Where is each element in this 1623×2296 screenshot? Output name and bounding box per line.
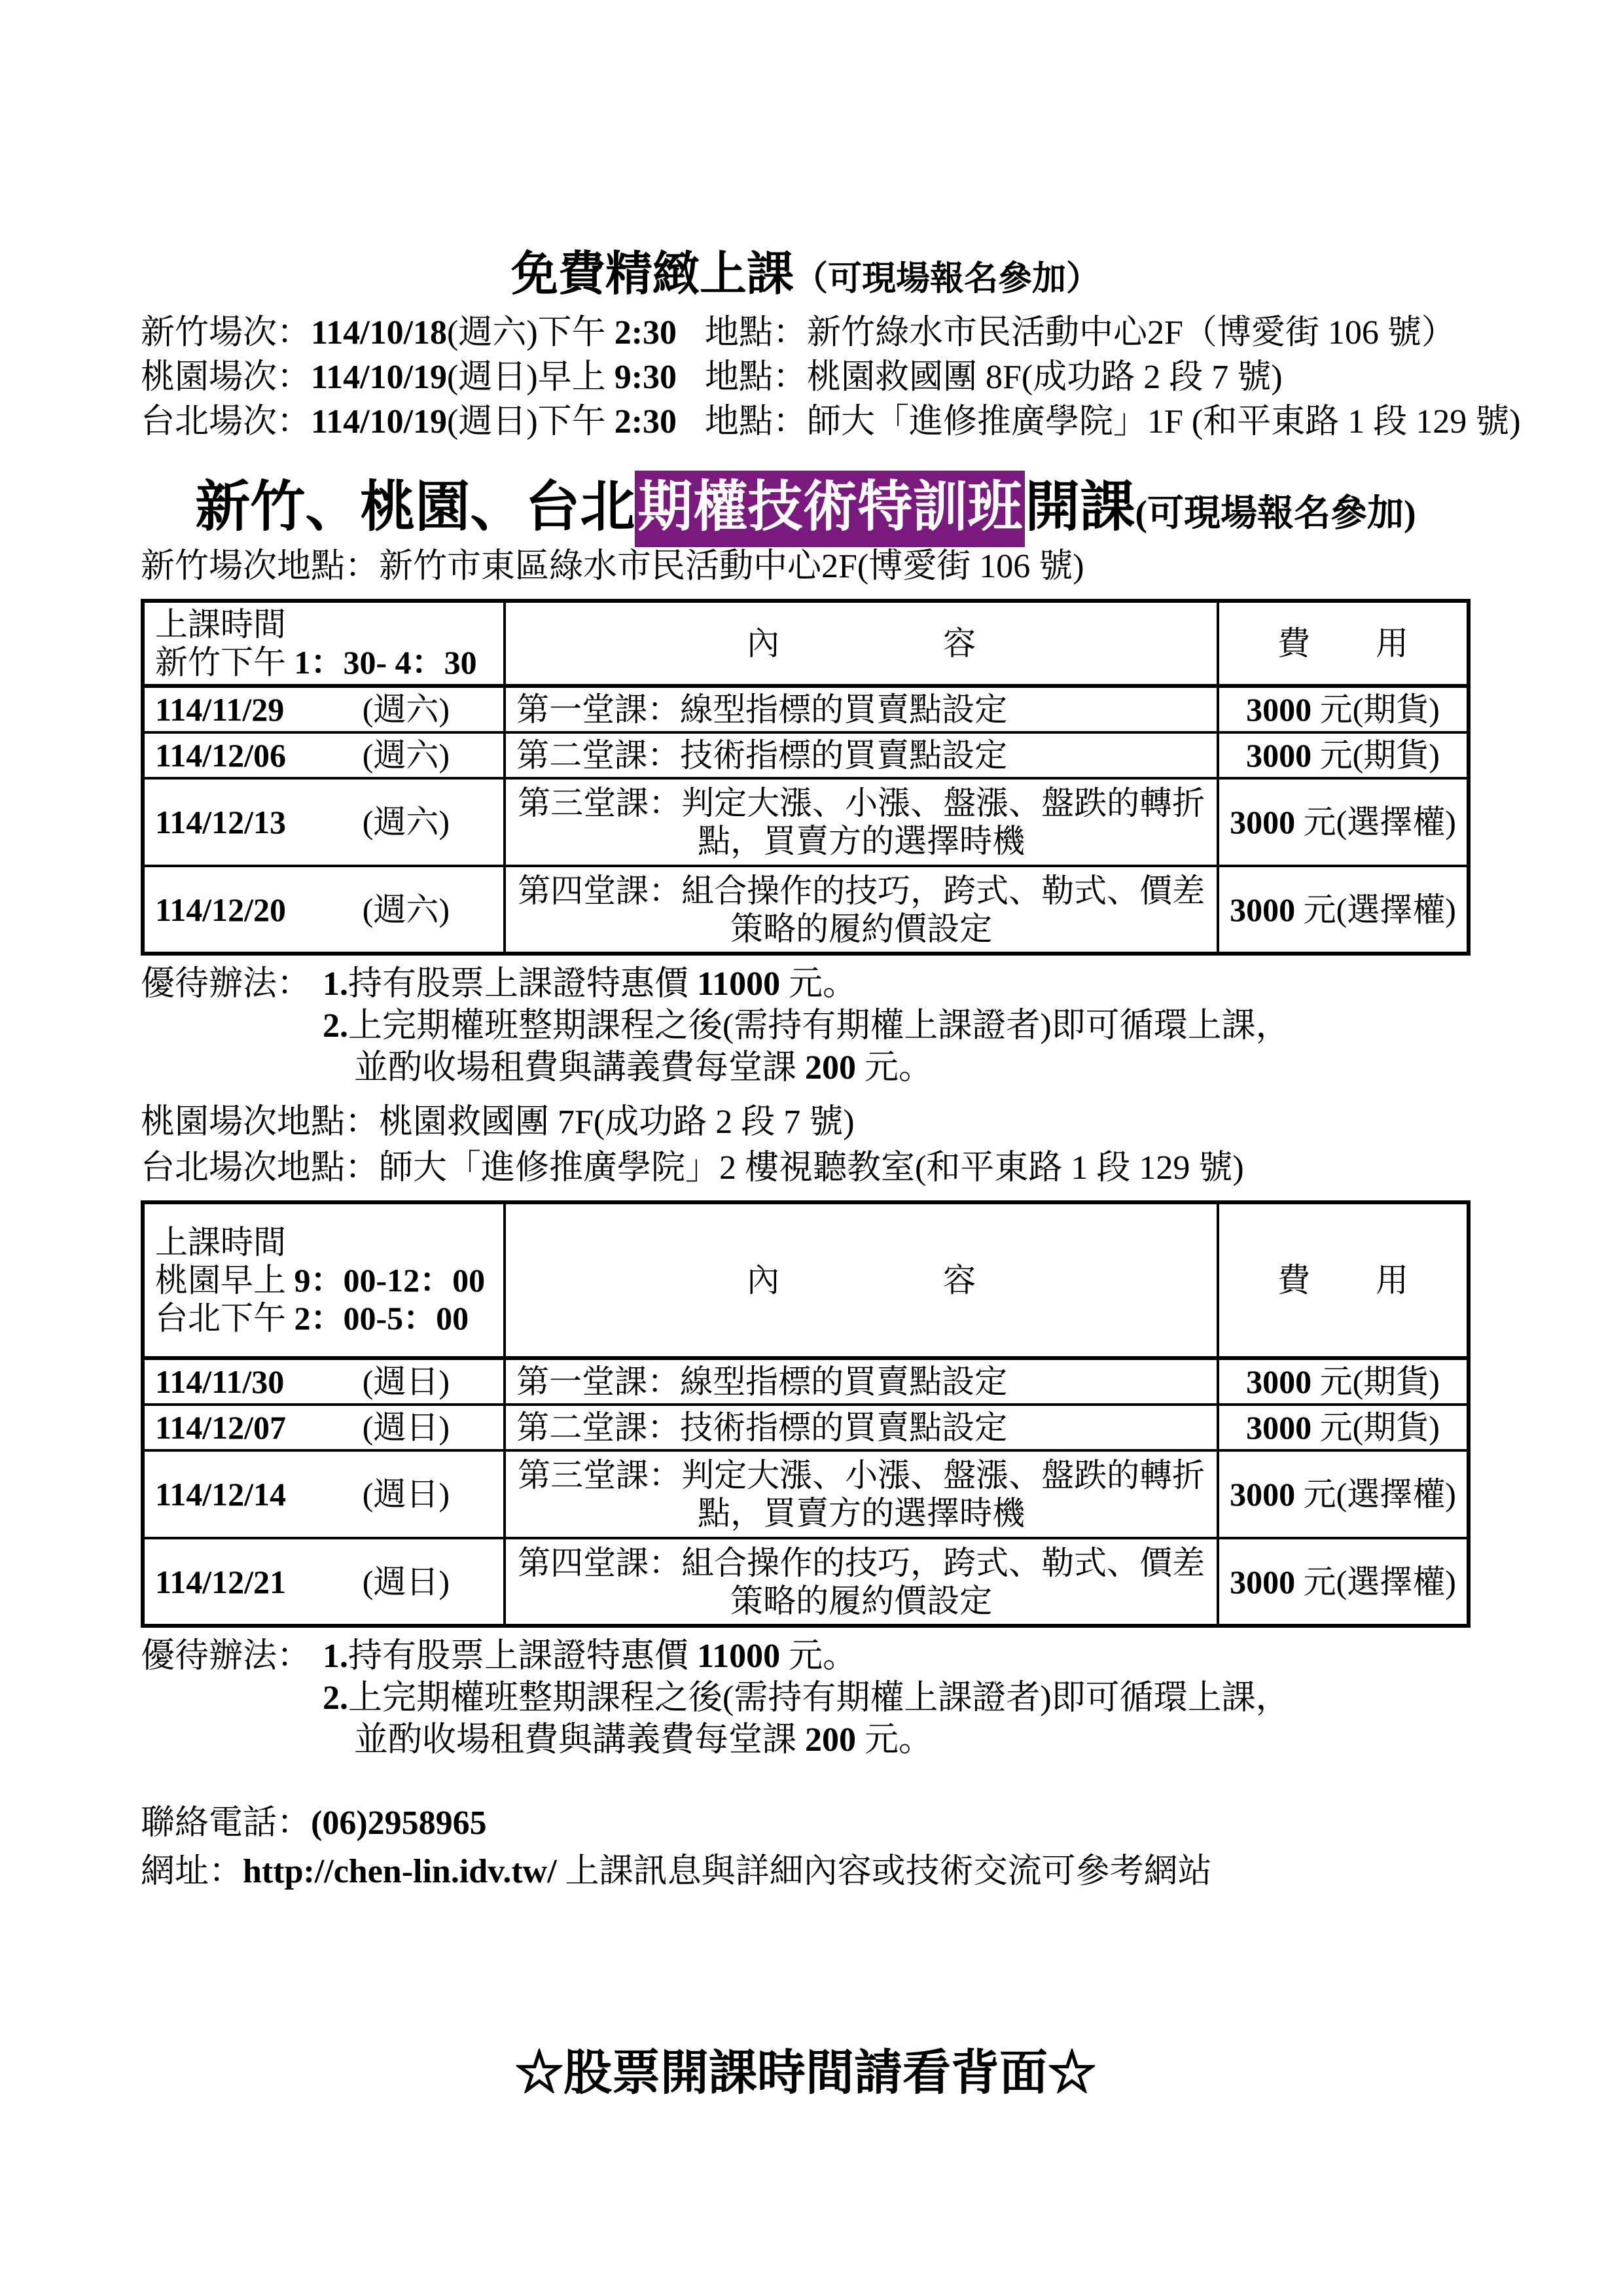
discount-line2: 2.上完期權班整期課程之後(需持有期權上課證者)即可循環上課， (323, 1007, 1290, 1045)
header-fee-cell: 費 用 (1218, 1202, 1469, 1358)
location-text: 師大「進修推廣學院」1F (和平東路 1 段 129 號) (807, 403, 1521, 440)
contact-phone-line (141, 1799, 1471, 1848)
row-weekday: (週六) (362, 691, 450, 728)
content-cell: 第一堂課：線型指標的買賣點設定 (505, 1358, 1218, 1405)
venue-label: 台北場次地點： (141, 1149, 380, 1187)
table-row (143, 1538, 1469, 1626)
header-time-cell (143, 601, 505, 686)
date-cell (143, 1358, 505, 1405)
page-title-paren: （可現場報名參加） (794, 260, 1101, 298)
venue-text: 新竹市東區綠水市民活動中心2F(博愛街 106 號) (379, 548, 1084, 586)
discount-label: 優待辦法： (141, 1638, 312, 1676)
session-weekday: (週日)早上 (447, 358, 615, 396)
venue-line-taoyuan (141, 1100, 1471, 1145)
session-label: 桃園場次： (141, 358, 312, 396)
session-weekday: (週日)下午 (447, 403, 615, 440)
session-datetime (141, 400, 705, 444)
hsinchu-course-table (141, 599, 1471, 956)
session-date: 114/10/18 (311, 314, 448, 351)
session-time: 2:30 (614, 314, 677, 351)
table-row (143, 1450, 1469, 1538)
session-line-taoyuan (141, 355, 1471, 400)
session-location (705, 311, 1455, 355)
location-label: 地點： (705, 403, 808, 440)
session-line-hsinchu (141, 311, 1471, 355)
date-cell (143, 1450, 505, 1538)
row-weekday: (週日) (362, 1363, 450, 1401)
date-cell (143, 732, 505, 778)
discount-line3: 並酌收場租費與講義費每堂課 200 元。 (354, 1721, 933, 1759)
date-cell (143, 778, 505, 866)
fee-cell: 3000 元(期貨) (1218, 732, 1469, 778)
fee-cell: 3000 元(期貨) (1218, 1405, 1469, 1450)
taoyuan-taipei-course-table (141, 1200, 1471, 1628)
venue-line-taipei (141, 1145, 1471, 1191)
session-date: 114/10/19 (311, 358, 448, 396)
header-time-line3: 台北下午 2：00-5：00 (155, 1300, 469, 1337)
discount-line1: 優待辦法： 1.持有股票上課證特惠價 11000 元。 (141, 963, 1471, 1005)
fee-cell: 3000 元(期貨) (1218, 686, 1469, 732)
session-weekday: (週六)下午 (447, 314, 615, 351)
table-row (143, 732, 1469, 778)
free-session-list (141, 311, 1521, 444)
row-weekday: (週六) (362, 891, 450, 928)
course-title-highlight: 期權技術特訓班 (635, 471, 1025, 547)
website-link[interactable]: http://chen-lin.idv.tw/ (243, 1853, 557, 1891)
header-time-line2: 桃園早上 9：00-12：00 (155, 1262, 486, 1299)
fee-cell: 3000 元(選擇權) (1218, 778, 1469, 866)
row-date: 114/12/13 (155, 804, 287, 841)
header-content-cell: 內 容 (505, 1202, 1218, 1358)
fee-cell: 3000 元(選擇權) (1218, 866, 1469, 954)
location-text: 桃園救國團 8F(成功路 2 段 7 號) (807, 358, 1283, 396)
row-date: 114/12/06 (155, 737, 287, 774)
course-title-pre: 新竹、桃園、台北 (195, 476, 635, 538)
fee-cell: 3000 元(期貨) (1218, 1358, 1469, 1405)
session-label: 新竹場次： (141, 314, 312, 351)
table-row (143, 1358, 1469, 1405)
session-label: 台北場次： (141, 403, 312, 440)
row-date: 114/12/21 (155, 1563, 287, 1600)
location-label: 地點： (705, 358, 808, 396)
table-row (143, 686, 1469, 732)
discount-line3: 並酌收場租費與講義費每堂課 200 元。 (354, 1049, 933, 1087)
row-date: 114/12/07 (155, 1409, 287, 1446)
header-time-cell (143, 1202, 505, 1358)
table-header-row (143, 1202, 1469, 1358)
header-content-cell: 內 容 (505, 601, 1218, 686)
session-date: 114/10/19 (311, 403, 448, 440)
date-cell (143, 686, 505, 732)
content-cell: 第三堂課：判定大漲、小漲、盤漲、盤跌的轉折點，買賣方的選擇時機 (505, 778, 1218, 866)
footer-note: ☆股票開課時間請看背面☆ (515, 2047, 1096, 2100)
row-weekday: (週日) (362, 1563, 450, 1600)
fee-cell: 3000 元(選擇權) (1218, 1450, 1469, 1538)
fee-cell: 3000 元(選擇權) (1218, 1538, 1469, 1626)
session-datetime (141, 355, 705, 400)
date-cell (143, 1538, 505, 1626)
content-cell: 第二堂課：技術指標的買賣點設定 (505, 1405, 1218, 1450)
website-note: 上課訊息與詳細內容或技術交流可參考網站 (556, 1853, 1212, 1891)
header-time-line1: 上課時間 (155, 1224, 286, 1261)
row-date: 114/12/20 (155, 891, 287, 928)
table-header-row (143, 601, 1469, 686)
table-row (143, 1405, 1469, 1450)
table-row (143, 778, 1469, 866)
content-cell: 第四堂課：組合操作的技巧，跨式、勒式、價差策略的履約價設定 (505, 866, 1218, 954)
contact-web-line (141, 1848, 1471, 1896)
venue-text: 師大「進修推廣學院」2 樓視聽教室(和平東路 1 段 129 號) (379, 1149, 1244, 1187)
row-date: 114/12/14 (155, 1476, 287, 1513)
row-date: 114/11/29 (155, 691, 285, 728)
course-title (141, 475, 1471, 541)
page-title (141, 0, 1471, 302)
row-weekday: (週日) (362, 1476, 450, 1513)
course-title-post: 開課 (1025, 476, 1135, 538)
header-time-line2: 新竹下午 1：30- 4：30 (155, 644, 477, 681)
discount-label: 優待辦法： (141, 965, 312, 1003)
header-fee-cell: 費 用 (1218, 601, 1469, 686)
website-label: 網址： (141, 1853, 243, 1891)
venue-label: 桃園場次地點： (141, 1103, 380, 1141)
date-cell (143, 866, 505, 954)
discount-terms (141, 1636, 1471, 1761)
session-time: 9:30 (614, 358, 677, 396)
row-weekday: (週六) (362, 804, 450, 841)
discount-terms (141, 963, 1471, 1089)
content-cell: 第一堂課：線型指標的買賣點設定 (505, 686, 1218, 732)
location-label: 地點： (705, 314, 808, 351)
contact-block (141, 1799, 1471, 1896)
table-row (143, 866, 1469, 954)
content-cell: 第二堂課：技術指標的買賣點設定 (505, 732, 1218, 778)
session-location (705, 400, 1521, 444)
session-datetime (141, 311, 705, 355)
location-text: 新竹綠水市民活動中心2F（博愛街 106 號） (807, 314, 1455, 351)
page-title-main: 免費精緻上課 (510, 248, 794, 300)
session-time: 2:30 (614, 403, 677, 440)
phone-label: 聯絡電話： (141, 1804, 312, 1842)
discount-line1: 優待辦法： 1.持有股票上課證特惠價 11000 元。 (141, 1636, 1471, 1677)
row-weekday: (週日) (362, 1409, 450, 1446)
venue-text: 桃園救國團 7F(成功路 2 段 7 號) (379, 1103, 855, 1141)
venue-label: 新竹場次地點： (141, 548, 380, 586)
venue-line-hsinchu (141, 544, 1471, 590)
row-weekday: (週六) (362, 737, 450, 774)
header-time-line1: 上課時間 (155, 606, 286, 643)
content-cell: 第四堂課：組合操作的技巧，跨式、勒式、價差策略的履約價設定 (505, 1538, 1218, 1626)
course-title-paren: (可現場報名參加) (1135, 493, 1416, 534)
session-location (705, 355, 1283, 400)
discount-line2: 2.上完期權班整期課程之後(需持有期權上課證者)即可循環上課， (323, 1679, 1290, 1717)
content-cell: 第三堂課：判定大漲、小漲、盤漲、盤跌的轉折點，買賣方的選擇時機 (505, 1450, 1218, 1538)
date-cell (143, 1405, 505, 1450)
phone-number: (06)2958965 (311, 1804, 487, 1842)
row-date: 114/11/30 (155, 1363, 285, 1401)
session-line-taipei (141, 400, 1521, 444)
